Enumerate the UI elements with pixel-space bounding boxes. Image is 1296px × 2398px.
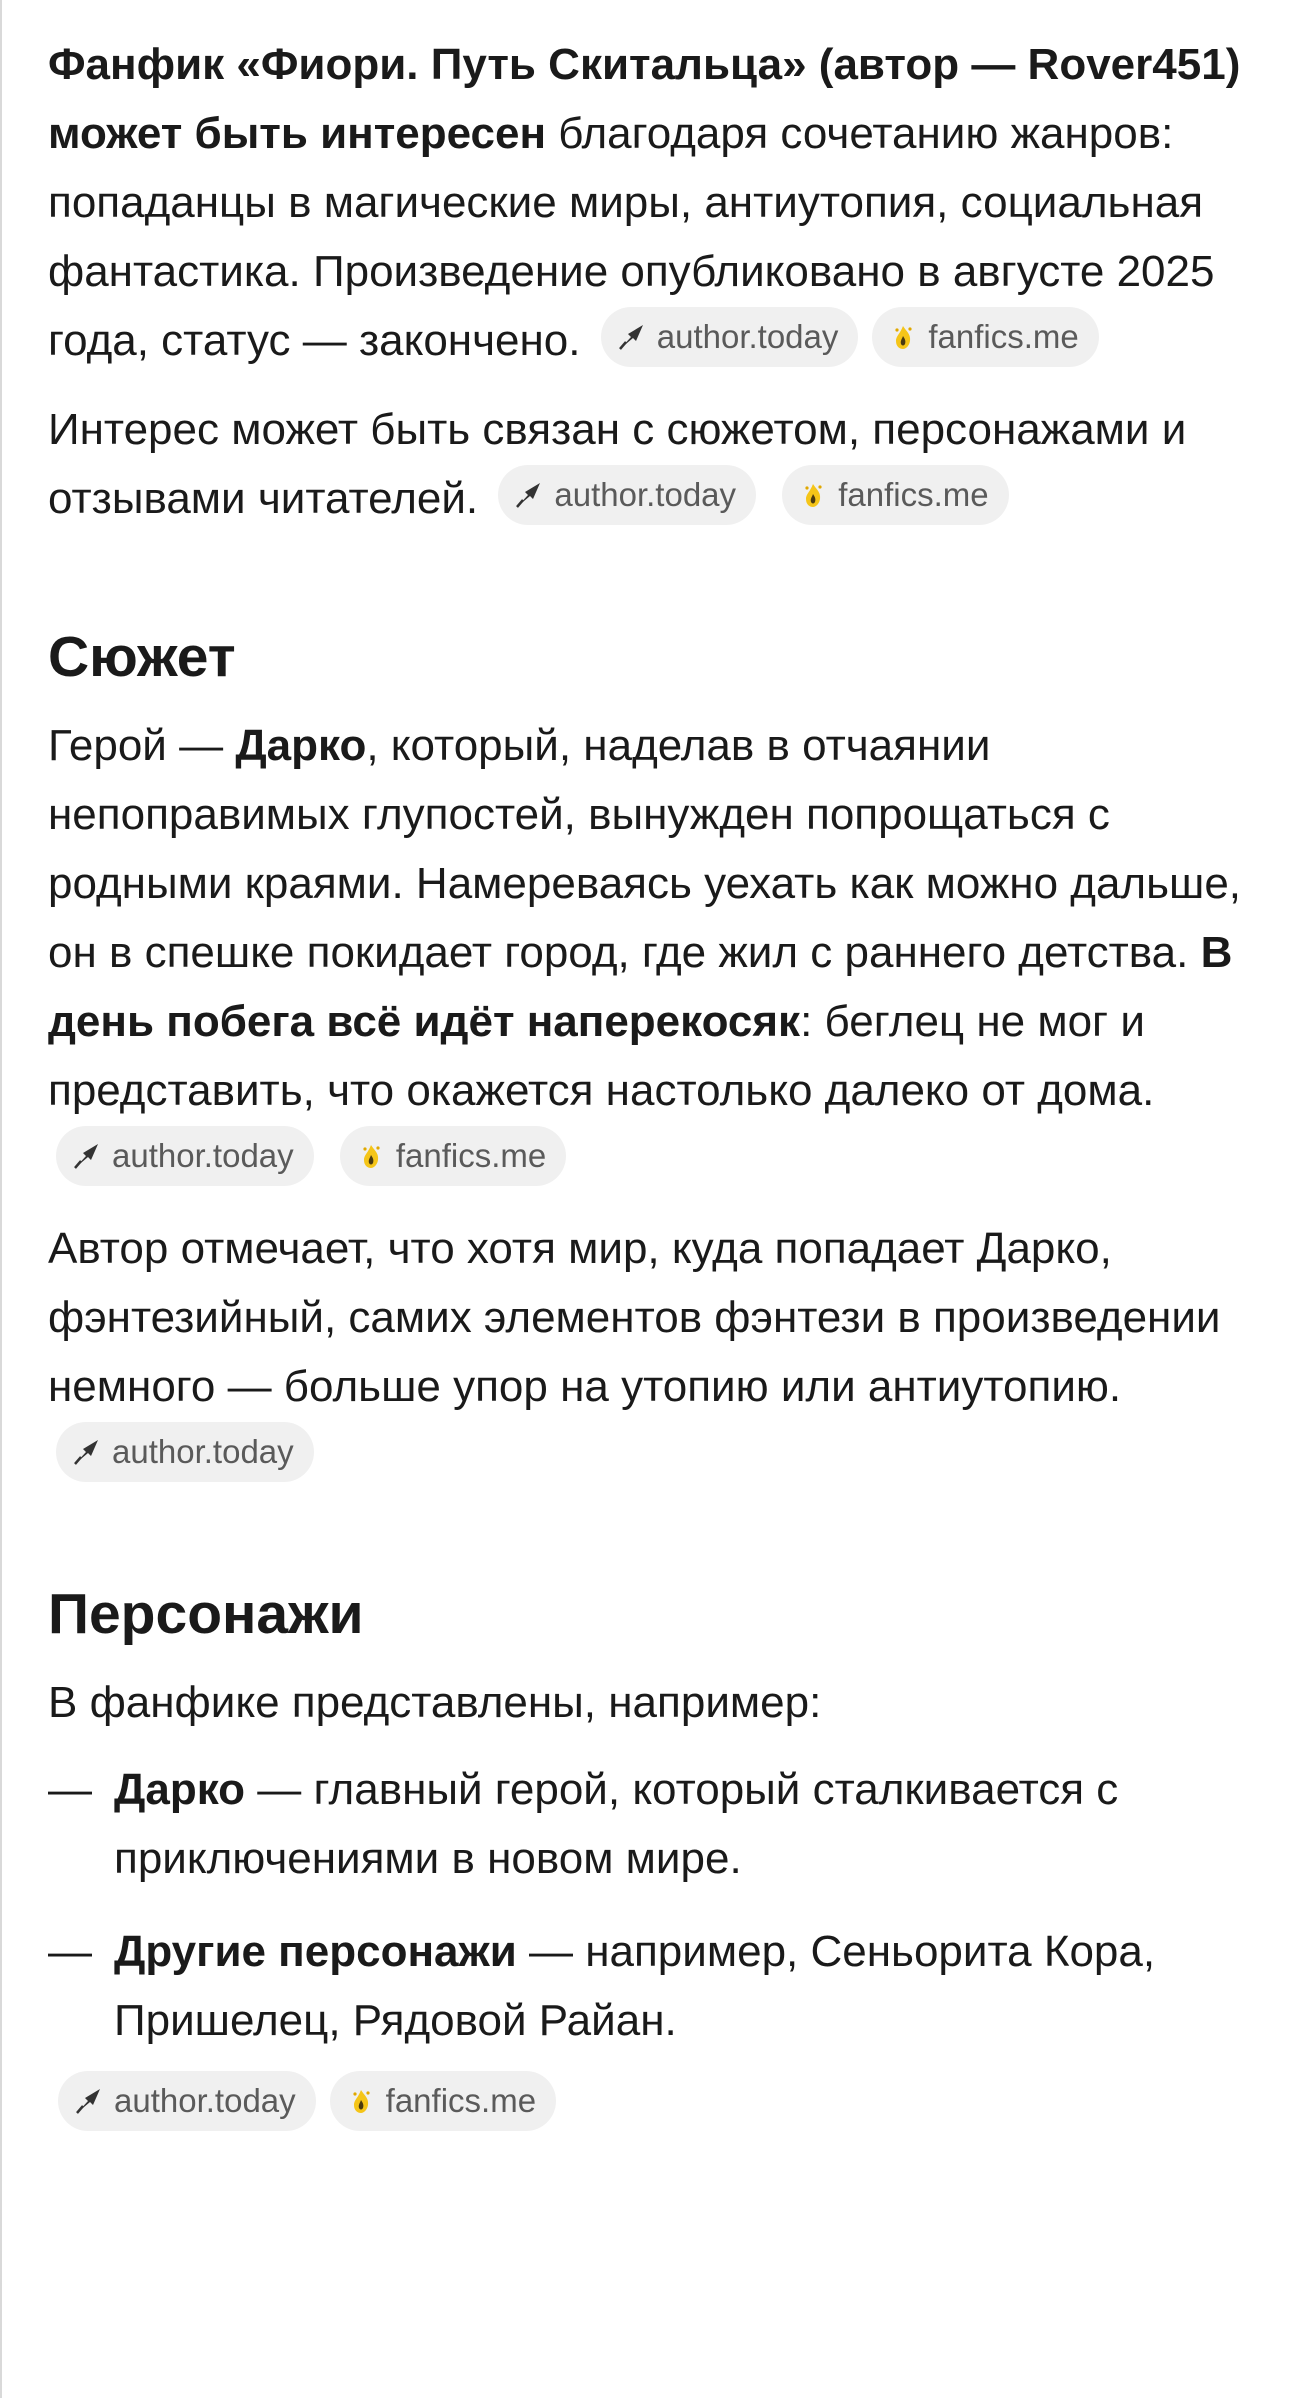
- plot-heading: Сюжет: [48, 625, 236, 689]
- source-chip-fanfics-me[interactable]: [782, 465, 1008, 525]
- source-label: author.today: [554, 476, 737, 514]
- intro-text: благодаря сочетанию жанров: попаданцы в магические миры, антиутопия, социальная фантастика. Произведение опубликовано в августе 2025 года, статус — закончено.: [48, 109, 1215, 365]
- character-name: Дарко: [114, 1765, 246, 1814]
- source-label: author.today: [656, 318, 839, 356]
- character-description: — например, Сеньорита Кора, Пришелец, Рядовой Райан.: [114, 1927, 1156, 2045]
- quill-icon: [72, 1437, 102, 1467]
- left-border: [0, 0, 2, 2398]
- plot-paragraph-2: [48, 1214, 1263, 1490]
- characters-intro: В фанфике представлены, например:: [48, 1678, 822, 1727]
- character-description: — главный герой, который сталкивается с приключениями в новом мире.: [114, 1765, 1119, 1883]
- source-label: author.today: [112, 1433, 294, 1471]
- fanfics-flame-icon: [346, 2086, 376, 2116]
- quill-icon: [617, 322, 647, 352]
- answer-content: [48, 30, 1263, 2137]
- source-label: fanfics.me: [385, 2082, 537, 2119]
- source-chip-author-today[interactable]: [498, 465, 756, 525]
- source-label: fanfics.me: [928, 318, 1079, 356]
- source-chip-fanfics-me[interactable]: [330, 2071, 556, 2131]
- source-chip-fanfics-me[interactable]: [872, 307, 1098, 367]
- source-chip-author-today[interactable]: [56, 1126, 314, 1186]
- quill-icon: [514, 480, 544, 510]
- plot-text: Автор отмечает, что хотя мир, куда попадает Дарко, фэнтезийный, самих элементов фэнтези в произведении немного — больше упор на утопию или антиутопию.: [48, 1224, 1221, 1411]
- plot-bold-darko: Дарко: [235, 721, 367, 770]
- source-label: fanfics.me: [838, 476, 989, 514]
- list-item: [48, 1755, 1263, 1893]
- source-chip-author-today[interactable]: [56, 1422, 314, 1482]
- quill-icon: [72, 1141, 102, 1171]
- quill-icon: [74, 2086, 104, 2116]
- characters-list: [48, 1755, 1263, 2055]
- interest-text: Интерес может быть связан с сюжетом, персонажами и отзывами читателей.: [48, 405, 1187, 523]
- source-label: author.today: [112, 1137, 294, 1175]
- source-label: fanfics.me: [395, 1137, 547, 1175]
- intro-paragraph: [48, 30, 1263, 375]
- fanfics-flame-icon: [798, 480, 828, 510]
- plot-bold-escape: В день побега всё идёт наперекосяк: [48, 928, 1233, 1046]
- fanfics-flame-icon: [888, 322, 918, 352]
- fanfics-flame-icon: [356, 1141, 386, 1171]
- list-dash: —: [48, 1765, 92, 1814]
- plot-text: Герой —: [48, 721, 236, 770]
- source-chip-author-today[interactable]: [601, 307, 859, 367]
- character-name: Другие персонажи: [114, 1927, 517, 1976]
- source-chip-author-today[interactable]: [58, 2071, 316, 2131]
- plot-paragraph-1: [48, 711, 1263, 1194]
- plot-text: : беглец не мог и представить, что окажется настолько далеко от дома.: [48, 997, 1155, 1115]
- interest-paragraph: [48, 395, 1263, 533]
- source-chip-fanfics-me[interactable]: [340, 1126, 566, 1186]
- list-dash: —: [48, 1927, 92, 1976]
- characters-heading: Персонажи: [48, 1582, 364, 1646]
- plot-text: , который, наделав в отчаянии непоправимых глупостей, вынужден попрощаться с родными краями. Намереваясь уехать как можно дальше, он в спешке покидает город, где жил с раннего детства.: [48, 721, 1242, 977]
- source-label: author.today: [114, 2082, 296, 2119]
- intro-bold: Фанфик «Фиори. Путь Скитальца» (автор — Rover451) может быть интересен: [48, 40, 1241, 158]
- list-item: [48, 1917, 1263, 2055]
- characters-sources: [48, 2077, 1263, 2137]
